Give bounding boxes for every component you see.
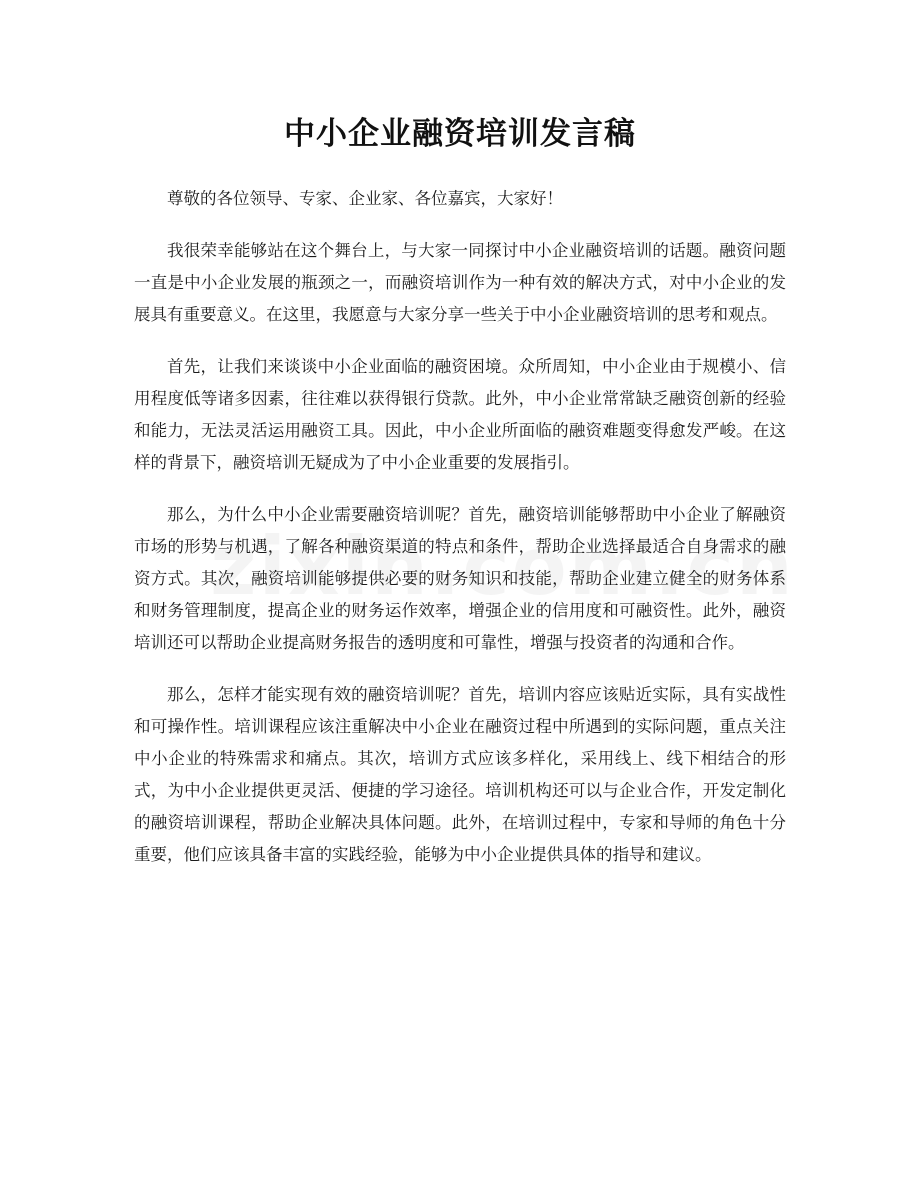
document-title: 中小企业融资培训发言稿 xyxy=(284,116,636,152)
paragraph-greeting: 尊敬的各位领导、专家、企业家、各位嘉宾，大家好！ xyxy=(167,189,563,208)
document-body xyxy=(134,183,786,891)
paragraph-how-training: 那么，怎样才能实现有效的融资培训呢？首先，培训内容应该贴近实际，具有实战性和可操作性。培训课程应该注重解决中小企业在融资过程中所遇到的实际问题，重点关注中小企业的特殊需求和痛点。其次，培训方式应该多样化，采用线上、线下相结合的形式，为中小企业提供更灵活、便捷的学习途径。培训机构还可以与企业合作，开发定制化的融资培训课程，帮助企业解决具体问题。此外，在培训过程中，专家和导师的角色十分重要，他们应该具备丰富的实践经验，能够为中小企业提供具体的指导和建议。 xyxy=(134,685,786,864)
paragraph-intro: 我很荣幸能够站在这个舞台上，与大家一同探讨中小企业融资培训的话题。融资问题一直是中小企业发展的瓶颈之一，而融资培训作为一种有效的解决方式，对中小企业的发展具有重要意义。在这里，我愿意与大家分享一些关于中小企业融资培训的思考和观点。 xyxy=(134,241,786,324)
paragraph-why-training: 那么，为什么中小企业需要融资培训呢？首先，融资培训能够帮助中小企业了解融资市场的形势与机遇，了解各种融资渠道的特点和条件，帮助企业选择最适合自身需求的融资方式。其次，融资培训能够提供必要的财务知识和技能，帮助企业建立健全的财务体系和财务管理制度，提高企业的财务运作效率，增强企业的信用度和可融资性。此外，融资培训还可以帮助企业提高财务报告的透明度和可靠性，增强与投资者的沟通和合作。 xyxy=(134,505,786,652)
paragraph-difficulties: 首先，让我们来谈谈中小企业面临的融资困境。众所周知，中小企业由于规模小、信用程度低等诸多因素，往往难以获得银行贷款。此外，中小企业常常缺乏融资创新的经验和能力，无法灵活运用融资工具。因此，中小企业所面临的融资难题变得愈发严峻。在这样的背景下，融资培训无疑成为了中小企业重要的发展指引。 xyxy=(134,357,786,472)
